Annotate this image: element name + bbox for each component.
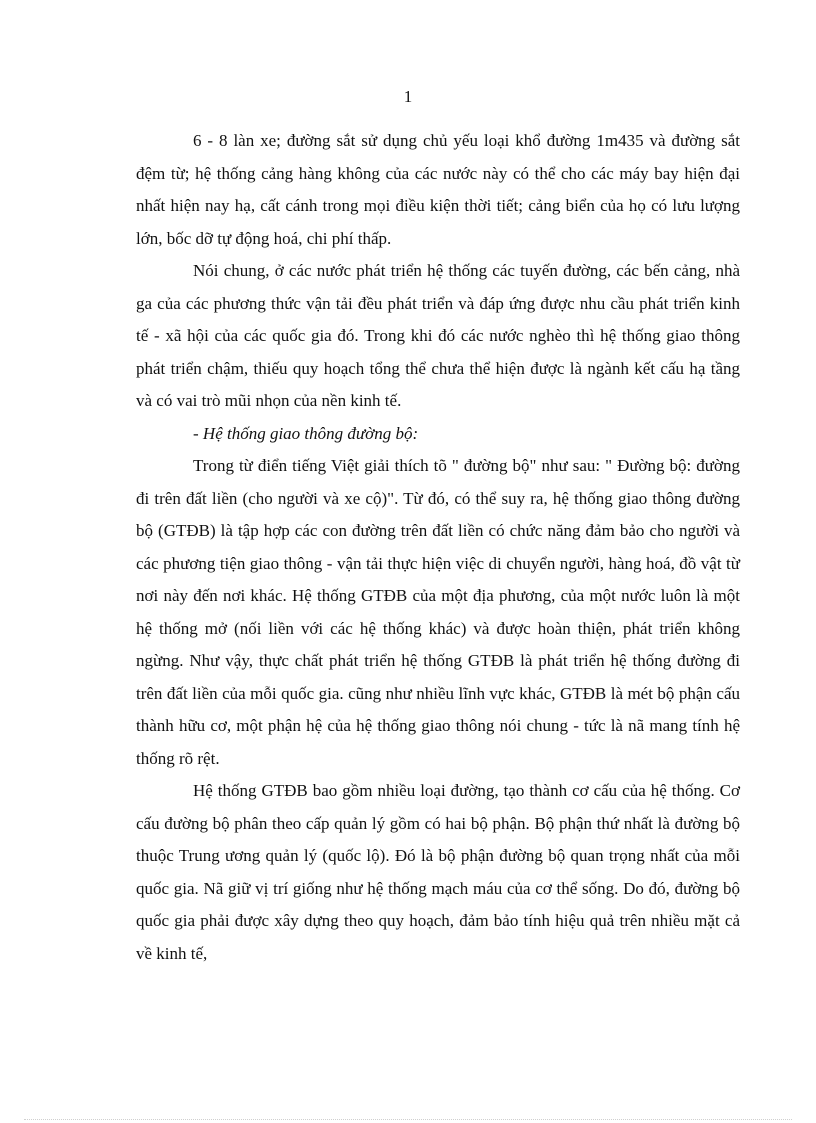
paragraph-road-structure: Hệ thống GTĐB bao gồm nhiều loại đường, tạo thành cơ cấu của hệ thống. Cơ cấu đường bộ phân theo cấp quản lý gồm có hai bộ phận. Bộ phận thứ nhất là đường bộ thuộc Trung ương quản lý (quốc lộ). Đó là bộ phận đường bộ quan trọng nhất của mỗi quốc gia. Nã giữ vị trí giống như hệ thống mạch máu của cơ thể sống. Do đó, đường bộ quốc gia phải được xây dựng theo quy hoạch, đảm bảo tính hiệu quả trên nhiều mặt cả về kinh tế, [136, 781, 740, 963]
document-body [136, 125, 740, 970]
section-subheading-road-system: - Hệ thống giao thông đường bộ: [193, 423, 419, 443]
paragraph-developed-countries: Nói chung, ở các nước phát triển hệ thống các tuyến đường, các bến cảng, nhà ga của các phương thức vận tải đều phát triển và đáp ứng được nhu cầu phát triển kinh tế - xã hội của các quốc gia đó. Trong khi đó các nước nghèo thì hệ thống giao thông phát triển chậm, thiếu quy hoạch tổng thể chưa thể hiện được là ngành kết cấu hạ tầng và có vai trò mũi nhọn của nền kinh tế. [136, 261, 740, 410]
paragraph-road-definition: Trong từ điển tiếng Việt giải thích tõ " đường bộ" như sau: " Đường bộ: đường đi trên đất liền (cho người và xe cộ)". Từ đó, có thể suy ra, hệ thống giao thông đường bộ (GTĐB) là tập hợp các con đường trên đất liền có chức năng đảm bảo cho người và các phương tiện giao thông - vận tải thực hiện việc di chuyển người, hàng hoá, đồ vật từ nơi này đến nơi khác. Hệ thống GTĐB của một địa phương, của một nước luôn là một hệ thống mở (nối liền với các hệ thống khác) và được hoàn thiện, phát triển không ngừng. Như vậy, thực chất phát triển hệ thống GTĐB là phát triển hệ thống đường đi trên đất liền của mỗi quốc gia. cũng như nhiều lĩnh vực khác, GTĐB là mét bộ phận cấu thành hữu cơ, một phận hệ của hệ thống giao thông nói chung - tức là nã mang tính hệ thống rõ rệt. [136, 456, 740, 768]
paragraph-transport-infrastructure: 6 - 8 làn xe; đường sắt sử dụng chủ yếu loại khổ đường 1m435 và đường sắt đệm từ; hệ thống cảng hàng không của các nước này có thể cho các máy bay hiện đại nhất hiện nay hạ, cất cánh trong mọi điều kiện thời tiết; cảng biển của họ có lưu lượng lớn, bốc dỡ tự động hoá, chi phí thấp. [136, 131, 740, 248]
page-number: 1 [403, 87, 413, 106]
page-bottom-divider [24, 1119, 792, 1120]
